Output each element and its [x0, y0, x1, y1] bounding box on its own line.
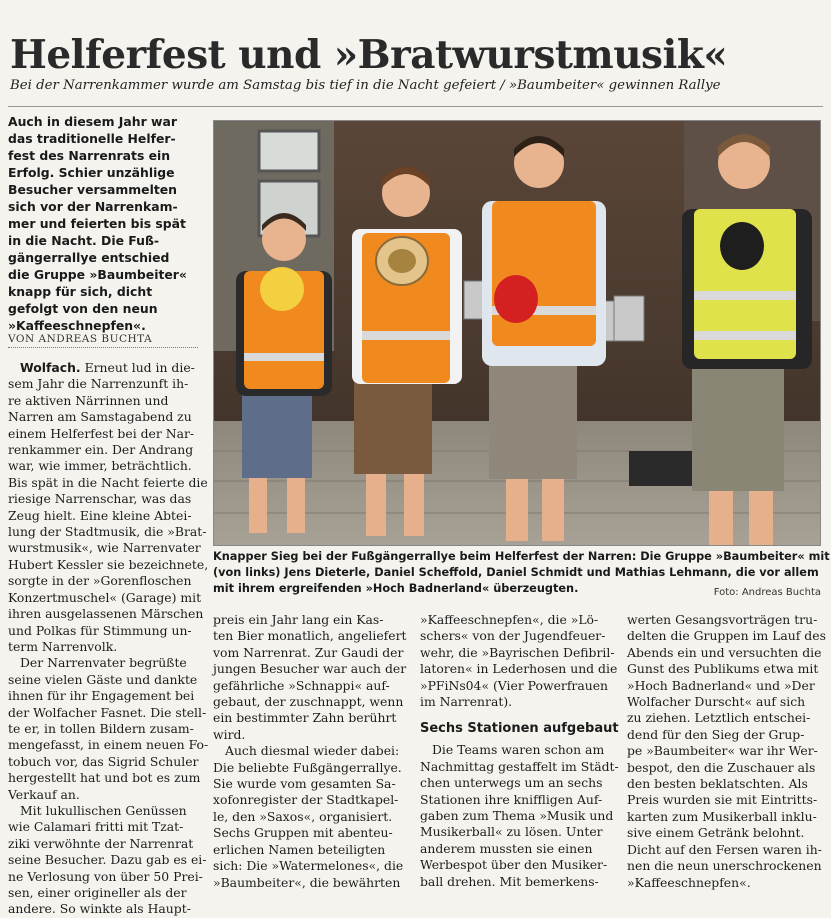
text-line-content: Musikerball« zu lösen. Unter [420, 824, 603, 840]
text-line-content: zu ziehen. Letztlich entschei- [627, 710, 811, 726]
header-divider [8, 106, 823, 107]
text-line-content: und Polkas für Stimmung un- [8, 622, 192, 638]
text-line [213, 727, 413, 743]
text-line-content: Sie wurde vom gesamten Sa- [213, 776, 396, 792]
text-line-content: re aktiven Närrinnen und [8, 392, 169, 408]
text-line-content: vom Narrenrat. Zur Gaudi der [213, 644, 404, 660]
text-line-content: seine vielen Gäste und dankte [8, 671, 198, 687]
text-line [8, 426, 208, 442]
text-line [8, 590, 208, 606]
text-line-content: »Kaffeeschnepfen«, die »Lö- [420, 612, 599, 627]
text-line [213, 694, 413, 710]
text-line [627, 776, 823, 792]
text-line [8, 557, 208, 573]
text-line-content: sem Jahr die Narrenzunft ih- [8, 376, 189, 392]
text-line [213, 612, 413, 628]
text-line [8, 573, 208, 589]
byline: VON ANDREAS BUCHTA [8, 333, 198, 348]
text-line-content: term Narrenvolk. [8, 638, 118, 654]
text-line-content: gefährliche »Schnappi« auf- [213, 677, 390, 693]
text-line [627, 825, 823, 841]
text-line [627, 727, 823, 743]
text-line [8, 672, 208, 688]
photo-illustration [214, 121, 820, 545]
text-line [420, 661, 620, 677]
text-line [627, 628, 826, 644]
text-line [8, 360, 208, 376]
text-line-content: xofonregister der Stadtkapel- [213, 792, 399, 808]
text-line [420, 792, 620, 808]
caption-line: Knapper Sieg bei der Fußgängerrallye beim Helferfest der Narren: Die Gruppe »Baumbeiter« mit [213, 550, 830, 563]
text-line-content: seine Besucher. Dazu gab es ei- [8, 852, 207, 868]
text-line [8, 655, 208, 671]
text-line-content: hergestellt hat und bot es zum [8, 770, 201, 786]
text-line [627, 661, 823, 677]
text-line-content: wie Calamari fritti mit Tzat- [8, 819, 184, 835]
lead-paragraph [8, 113, 204, 334]
text-line [8, 475, 208, 491]
text-line-content: le, den »Saxos«, organisiert. [213, 808, 393, 824]
text-line-content: gaben zum Thema »Musik und [420, 808, 614, 824]
text-line-content: pe »Baumbeiter« war ihr Wer- [627, 743, 818, 759]
text-line [8, 770, 208, 786]
text-line [213, 710, 413, 726]
text-line-content: schers« von der Jugendfeuer- [420, 628, 606, 644]
text-line-content: karten zum Musikerball inklu- [627, 808, 817, 824]
text-line-content: sorgte in der »Gorenfloschen [8, 573, 192, 589]
headline: Helferfest und »Bratwurstmusik« [10, 32, 728, 79]
text-line-content: Werbespot über den Musiker- [420, 857, 608, 873]
text-line-content: lung der Stadtmusik, die »Brat- [8, 524, 207, 540]
text-line [8, 721, 208, 737]
text-line-content: Sechs Gruppen mit abenteu- [213, 825, 393, 841]
text-line-content: ziki verwöhnte der Narrenrat [8, 835, 194, 851]
text-line [8, 852, 208, 868]
column-3-top-text [420, 612, 620, 710]
text-line [627, 743, 823, 759]
text-line [213, 809, 413, 825]
text-line [420, 808, 620, 824]
text-line [8, 409, 208, 425]
column-3-bottom-text [420, 742, 620, 890]
text-line [8, 376, 208, 392]
subheadline: Bei der Narrenkammer wurde am Samstag bis tief in die Nacht gefeiert / »Baumbeiter« gewinnen Rallye [10, 78, 721, 93]
text-line [420, 857, 620, 873]
text-line [420, 759, 620, 775]
text-line-content: Stationen ihre kniffligen Auf- [420, 791, 603, 807]
lead-line: mer und feierten bis spät [8, 216, 186, 231]
text-line [213, 628, 413, 644]
text-line-content: riesige Narrenschar, was das [8, 491, 192, 507]
text-line-content: »PFiNs04« (Vier Powerfrauen [420, 677, 609, 693]
text-line-content: Wolfacher Durscht« auf sich [627, 694, 806, 710]
text-line [420, 678, 620, 694]
text-line-content: »Hoch Badnerland« und »Der [627, 677, 815, 693]
text-line [213, 792, 413, 808]
text-line-content: chen unterwegs um an sechs [420, 775, 603, 791]
text-line [627, 760, 823, 776]
text-line-content: Der Narrenvater begrüßte [20, 655, 187, 671]
text-line-content: wird. [213, 726, 246, 742]
text-line-content: Mit lukullischen Genüssen [20, 802, 187, 818]
text-line-content: Nachmittag gestaffelt im Städt- [420, 758, 619, 774]
caption-line: (von links) Jens Dieterle, Daniel Scheffold, Daniel Schmidt und Mathias Lehmann, die vor allem [213, 566, 819, 579]
article-column-2 [213, 612, 413, 891]
text-line-content: einem Helferfest bei der Nar- [8, 425, 195, 441]
text-line [8, 705, 208, 721]
text-line [8, 836, 208, 852]
article-column-4 [627, 612, 826, 891]
text-line-content: Narren am Samstagabend zu [8, 409, 192, 425]
text-line-content: wehr, die »Bayrischen Defibril- [420, 644, 615, 660]
text-line-content: ne Verlosung von über 50 Prei- [8, 868, 203, 884]
text-line-content: Bis spät in die Nacht feierte die [8, 474, 208, 490]
text-line-content: sen, einer origineller als der [8, 885, 187, 900]
text-line [8, 639, 208, 655]
text-line [8, 737, 208, 753]
text-line [420, 628, 620, 644]
text-line-content: »Kaffeeschnepfen«. [627, 874, 751, 890]
lead-line: das traditionelle Helfer- [8, 131, 176, 146]
text-line [8, 393, 208, 409]
text-line [213, 678, 413, 694]
news-photo [213, 120, 821, 546]
text-line [420, 742, 620, 758]
text-line-content: Auch diesmal wieder dabei: [225, 743, 400, 759]
text-line-content: Die beliebte Fußgängerrallye. [213, 759, 402, 775]
text-line-content: dend für den Sieg der Grup- [627, 726, 805, 742]
text-line [8, 885, 208, 901]
article-column-1 [8, 360, 208, 918]
text-line [213, 760, 413, 776]
text-line-content: Dicht auf den Fersen waren ih- [627, 841, 822, 857]
text-line-content: Verkauf an. [8, 786, 80, 802]
text-line-content: nen die neun unerschrockenen [627, 858, 822, 874]
text-line [8, 491, 208, 507]
lead-line: sich vor der Narrenkam- [8, 199, 178, 214]
text-line-content: Zeug hielt. Eine kleine Abtei- [8, 507, 192, 523]
text-line-content: ihren ausgelassenen Märschen [8, 606, 204, 622]
text-line [627, 875, 823, 891]
text-line-content: sive einem Getränk belohnt. [627, 825, 805, 841]
lead-line: »Kaffeeschnepfen«. [8, 318, 146, 333]
text-line [627, 645, 823, 661]
lead-line: knapp für sich, dicht [8, 284, 153, 299]
text-line-content: latoren« in Lederhosen und die [420, 661, 618, 677]
text-line [8, 524, 208, 540]
text-line [8, 869, 208, 885]
lead-line: gefolgt von den neun [8, 301, 158, 316]
text-line-content: te er, in tollen Bildern zusam- [8, 720, 194, 736]
section-heading: Sechs Stationen aufgebaut [420, 721, 619, 737]
text-line-content: jungen Besucher war auch der [213, 661, 407, 677]
text-line [213, 645, 413, 661]
photo-credit: Foto: Andreas Buchta [713, 587, 821, 598]
text-line [420, 824, 620, 840]
text-line-content: Abends ein und versuchten die [627, 644, 822, 660]
caption-line: mit ihrem ergreifenden »Hoch Badnerland« überzeugten. [213, 582, 579, 595]
text-line-content: Preis wurden sie mit Eintritts- [627, 792, 818, 808]
dateline: Wolfach. [20, 360, 81, 375]
text-line-content: ein bestimmter Zahn berührt [213, 710, 397, 726]
lead-line: die Gruppe »Baumbeiter« [8, 267, 187, 282]
text-line [213, 661, 413, 677]
text-line-content: Die Teams waren schon am [432, 742, 605, 758]
text-line [213, 776, 413, 792]
text-line [627, 612, 823, 628]
text-line [627, 858, 823, 874]
text-line-content: »Baumbeiter«, die bewährten [213, 874, 401, 890]
lead-line: fest des Narrenrats ein [8, 148, 171, 163]
text-line-content: im Narrenrat). [420, 694, 513, 710]
text-line-content: bespot, den die Zuschauer als [627, 759, 816, 775]
text-line [627, 694, 823, 710]
text-line-content: ten Bier monatlich, angeliefert [213, 628, 407, 644]
text-line-content: ihnen für ihr Engagement bei [8, 688, 195, 704]
text-line-content: tobuch vor, das Sigrid Schuler [8, 753, 199, 769]
text-line [8, 458, 208, 474]
lead-line: Erfolg. Schier unzählige [8, 165, 175, 180]
text-line [213, 743, 413, 759]
text-line [213, 875, 413, 891]
text-line-content: Hubert Kessler sie bezeichnete, [8, 556, 209, 572]
article-column-3 [420, 612, 620, 890]
text-line [420, 874, 620, 890]
text-line [8, 787, 208, 803]
text-line-content: erlichen Namen beteiligten [213, 841, 386, 857]
text-line [420, 775, 620, 791]
text-line-content: mengefasst, in einem neuen Fo- [8, 737, 209, 753]
text-line-content: andere. So winkte als Haupt- [8, 901, 191, 917]
text-line [420, 841, 620, 857]
text-line-content: sich: Die »Watermelones«, die [213, 858, 404, 874]
text-line [8, 819, 208, 835]
text-line [8, 606, 208, 622]
text-line [420, 612, 620, 628]
text-line [8, 508, 208, 524]
text-line [213, 858, 413, 874]
text-line-content: Gunst des Publikums etwa mit [627, 661, 819, 677]
text-line [627, 678, 823, 694]
text-line [627, 842, 823, 858]
text-line [213, 842, 413, 858]
text-line [8, 754, 208, 770]
text-line-content: werten Gesangsvorträgen tru- [627, 612, 818, 627]
text-line-content: den besten beklatschten. Als [627, 776, 808, 792]
text-line [627, 809, 823, 825]
text-line-content: preis ein Jahr lang ein Kas- [213, 612, 384, 627]
text-line-content: delten die Gruppen im Lauf des [627, 628, 826, 644]
text-line [8, 442, 208, 458]
text-line-content: anderem mussten sie einen [420, 840, 593, 856]
lead-line: in die Nacht. Die Fuß- [8, 233, 160, 248]
lead-line: gängerrallye entschied [8, 250, 170, 265]
text-line [8, 540, 208, 556]
text-line-content: der Wolfacher Fasnet. Die stell- [8, 704, 207, 720]
text-line-content: Konzertmuschel« (Garage) mit [8, 589, 202, 605]
text-line-content: Erneut lud in die- [80, 360, 195, 375]
text-line-content: wurstmusik«, wie Narrenvater [8, 540, 201, 556]
text-line [627, 710, 823, 726]
text-line-content: war, wie immer, beträchtlich. [8, 458, 192, 474]
text-line-content: gebaut, der zuschnappt, wenn [213, 694, 404, 710]
lead-line: Auch in diesem Jahr war [8, 114, 177, 129]
text-line [213, 825, 413, 841]
text-line-content: renkammer ein. Der Andrang [8, 442, 194, 458]
text-line [8, 623, 208, 639]
lead-line: Besucher versammelten [8, 182, 177, 197]
text-line-content: ball drehen. Mit bemerkens- [420, 873, 599, 889]
text-line [8, 901, 208, 917]
text-line [627, 792, 823, 808]
text-line [420, 645, 620, 661]
text-line [420, 694, 620, 710]
text-line [8, 688, 208, 704]
text-line [8, 803, 208, 819]
